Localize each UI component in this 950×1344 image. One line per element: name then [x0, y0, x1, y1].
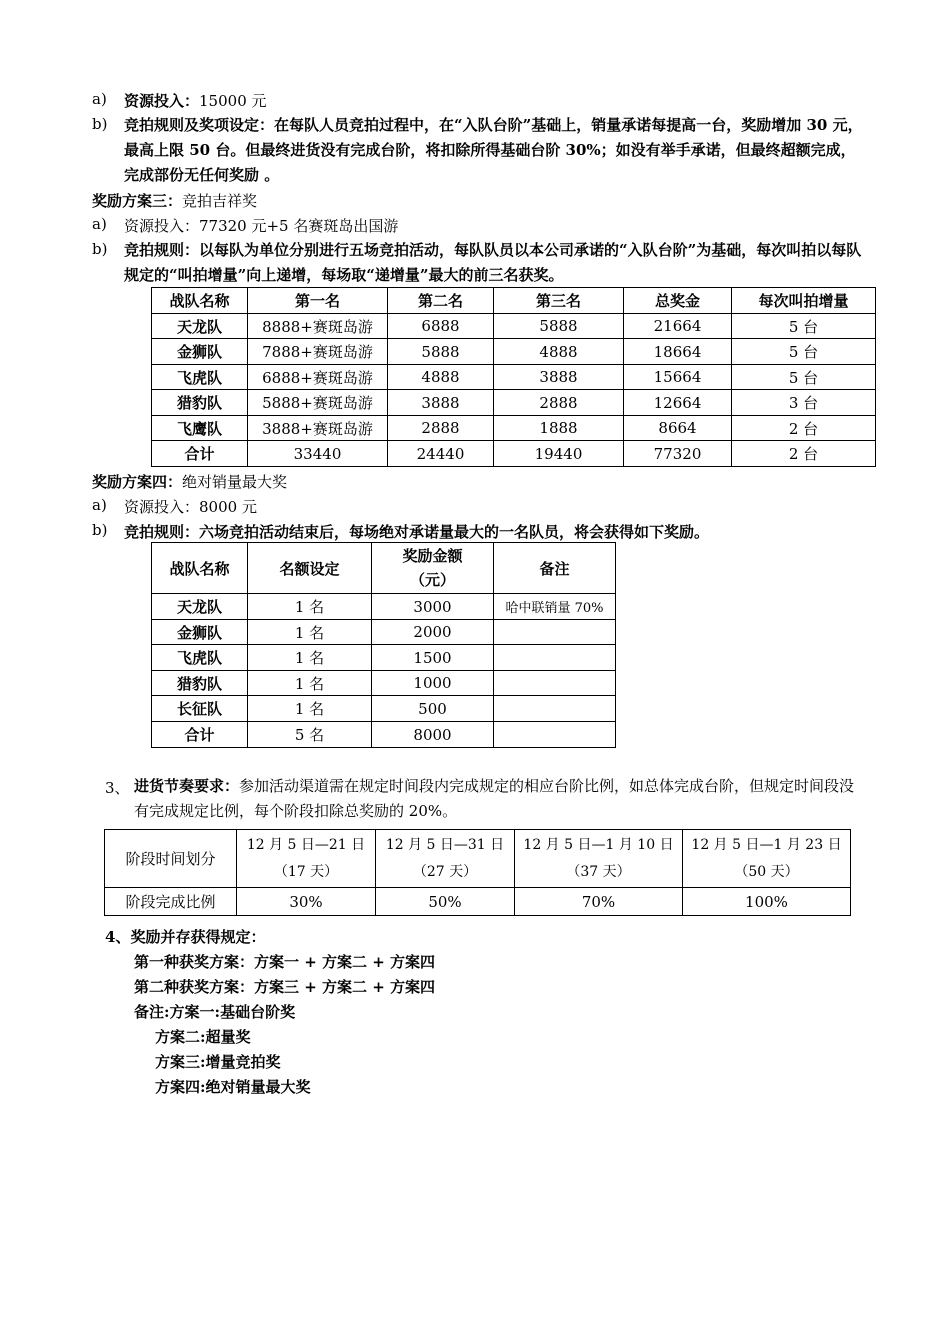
plan3-resource: 资源投入：77320 元+5 名赛斑岛出国游 [124, 217, 399, 235]
team-cell: 猎豹队 [152, 390, 248, 416]
table-cell: 5 台 [732, 365, 876, 390]
schedule-ratio-row [105, 888, 851, 916]
item3-paragraph [134, 774, 862, 824]
item4-heading [105, 926, 265, 947]
resource-line [124, 90, 267, 111]
note-cell [494, 722, 616, 748]
ratio-cell: 50% [376, 888, 515, 916]
plan4-marker-b: b) [92, 521, 108, 539]
resource-value: 15000 元 [199, 92, 267, 110]
item4-line: 方案四:绝对销量最大奖 [155, 1078, 311, 1096]
period-range: 12 月 5 日—1 月 10 日 [523, 836, 674, 853]
table-cell: 77320 [624, 441, 732, 467]
table-cell: 8000 [372, 722, 494, 748]
team-cell: 飞虎队 [152, 645, 248, 671]
note-cell [494, 671, 616, 696]
table-cell: 5 台 [732, 314, 876, 339]
team-cell: 长征队 [152, 696, 248, 722]
table-row [152, 696, 616, 722]
plan3-rules [124, 238, 864, 288]
table-cell: 6888+赛斑岛游 [248, 365, 388, 390]
plan3-heading-rest: 竞拍吉祥奖 [182, 192, 258, 210]
list-marker-b: b) [92, 115, 108, 133]
table-cell: 5888+赛斑岛游 [248, 390, 388, 416]
item3-number: 3、 [105, 779, 130, 797]
header-cell: 第一名 [248, 288, 388, 314]
ratio-cell: 30% [237, 888, 376, 916]
team-cell: 金狮队 [152, 339, 248, 365]
table-cell: 6888 [388, 314, 494, 339]
table-cell: 500 [372, 696, 494, 722]
table-cell: 3888 [494, 365, 624, 390]
table-cell: 1 名 [248, 696, 372, 722]
table-cell: 1500 [372, 645, 494, 671]
table-cell: 5 名 [248, 722, 372, 748]
table-cell: 2 台 [732, 416, 876, 441]
plan3-heading [92, 190, 257, 211]
note-cell [494, 696, 616, 722]
table-total-row [152, 441, 876, 467]
note-cell: 哈中联销量 70% [494, 594, 616, 620]
table-cell: 15664 [624, 365, 732, 390]
item3-text: 参加活动渠道需在规定时间段内完成规定的相应台阶比例，如总体完成台阶，但规定时间段没有完成规定比例，每个阶段扣除总奖励的 20%。 [134, 777, 855, 820]
period-cell [683, 830, 851, 888]
note-cell [494, 620, 616, 645]
period-range: 12 月 5 日—31 日 [385, 836, 505, 853]
plan3-table [151, 287, 876, 467]
list-marker-a: a) [92, 90, 107, 108]
plan4-resource: 资源投入：8000 元 [124, 498, 257, 516]
team-cell: 飞虎队 [152, 365, 248, 390]
table-cell: 1888 [494, 416, 624, 441]
table-row [152, 645, 616, 671]
period-days: （50 天） [734, 863, 799, 880]
period-range: 12 月 5 日—21 日 [246, 836, 366, 853]
table-cell: 21664 [624, 314, 732, 339]
plan3-rules-label: 竞拍规则： [124, 241, 200, 259]
table-cell: 2888 [494, 390, 624, 416]
table-cell: 7888+赛斑岛游 [248, 339, 388, 365]
plan4-heading-bold: 奖励方案四： [92, 473, 183, 491]
table-cell: 1 名 [248, 671, 372, 696]
table-cell: 1000 [372, 671, 494, 696]
table-total-row [152, 722, 616, 748]
table-cell: 5888 [494, 314, 624, 339]
rules-text: 在每队人员竞拍过程中，在“入队台阶”基础上，销量承诺每提高一台，奖励增加 30 元，最高上限 50 台。但最终进货没有完成台阶，将扣除所得基础台阶 30%；如没有举手承诺，但最终超额完成，完成部份无任何奖励 。 [124, 116, 863, 184]
period-days: （27 天） [412, 863, 478, 880]
table-cell: 5 台 [732, 339, 876, 365]
plan4-table [151, 542, 616, 748]
plan4-marker-a: a) [92, 496, 107, 514]
header-cell: 每次叫拍增量 [732, 288, 876, 314]
item4-line: 备注:方案一:基础台阶奖 [134, 1003, 296, 1021]
header-cell: 第三名 [494, 288, 624, 314]
plan3-rules-text: 以每队为单位分别进行五场竞拍活动，每队队员以本公司承诺的“入队台阶”为基础，每次叫拍以每队规定的“叫拍增量”向上递增，每场取“递增量”最大的前三名获奖。 [124, 241, 862, 284]
header-cell: 战队名称 [152, 543, 248, 594]
header-cell: 名额设定 [248, 543, 372, 594]
period-range: 12 月 5 日—1 月 23 日 [691, 836, 842, 853]
table-cell: 3 台 [732, 390, 876, 416]
table-row [152, 365, 876, 390]
table-cell: 1 名 [248, 594, 372, 620]
period-days: （17 天） [273, 863, 339, 880]
table-cell: 3888 [388, 390, 494, 416]
table-cell: 4888 [388, 365, 494, 390]
team-cell: 猎豹队 [152, 671, 248, 696]
table-cell: 8888+赛斑岛游 [248, 314, 388, 339]
plan4-rules [124, 521, 709, 542]
schedule-row-header: 阶段完成比例 [105, 888, 237, 916]
table-header-row [152, 543, 616, 594]
table-row [152, 620, 616, 645]
table-cell: 2000 [372, 620, 494, 645]
table-cell: 24440 [388, 441, 494, 467]
item4-line: 第二种获奖方案：方案三 + 方案二 + 方案四 [134, 978, 436, 996]
header-cell: 第二名 [388, 288, 494, 314]
table-cell: 4888 [494, 339, 624, 365]
total-label-cell: 合计 [152, 441, 248, 467]
table-cell: 18664 [624, 339, 732, 365]
schedule-row-header: 阶段时间划分 [105, 830, 237, 888]
header-amount-line2: （元） [409, 571, 455, 589]
header-amount-line1: 奖励金额 [402, 547, 463, 565]
team-cell: 天龙队 [152, 314, 248, 339]
table-cell: 19440 [494, 441, 624, 467]
table-cell: 1 名 [248, 645, 372, 671]
period-cell [237, 830, 376, 888]
table-cell: 2888 [388, 416, 494, 441]
plan3-marker-a: a) [92, 215, 107, 233]
table-row [152, 594, 616, 620]
table-cell: 2 台 [732, 441, 876, 467]
rules-paragraph [124, 113, 864, 188]
table-cell: 8664 [624, 416, 732, 441]
resource-label: 资源投入： [124, 92, 200, 110]
schedule-periods-row [105, 830, 851, 888]
item4-number: 4、 [105, 928, 131, 946]
header-cell-amount [372, 543, 494, 594]
header-cell: 战队名称 [152, 288, 248, 314]
ratio-cell: 100% [683, 888, 851, 916]
table-cell: 1 名 [248, 620, 372, 645]
table-cell: 3888+赛斑岛游 [248, 416, 388, 441]
table-cell: 3000 [372, 594, 494, 620]
table-header-row [152, 288, 876, 314]
team-cell: 金狮队 [152, 620, 248, 645]
header-cell: 备注 [494, 543, 616, 594]
item4-line: 第一种获奖方案：方案一 + 方案二 + 方案四 [134, 953, 436, 971]
table-row [152, 416, 876, 441]
table-cell: 12664 [624, 390, 732, 416]
item4-line: 方案三:增量竞拍奖 [155, 1053, 281, 1071]
total-label-cell: 合计 [152, 722, 248, 748]
plan3-marker-b: b) [92, 240, 108, 258]
note-cell [494, 645, 616, 671]
ratio-cell: 70% [515, 888, 683, 916]
table-row [152, 339, 876, 365]
table-cell: 33440 [248, 441, 388, 467]
schedule-table [104, 829, 851, 916]
plan4-rules-label: 竞拍规则： [124, 523, 200, 541]
plan4-heading-rest: 绝对销量最大奖 [182, 473, 288, 491]
plan4-rules-text: 六场竞拍活动结束后，每场绝对承诺量最大的一名队员，将会获得如下奖励。 [199, 523, 710, 541]
plan4-heading [92, 471, 287, 492]
item4-line: 方案二:超量奖 [155, 1028, 251, 1046]
item4-label: 奖励并存获得规定： [130, 928, 266, 946]
table-cell: 5888 [388, 339, 494, 365]
team-cell: 飞鹰队 [152, 416, 248, 441]
table-row [152, 671, 616, 696]
item3-label: 进货节奏要求： [134, 777, 240, 795]
table-row [152, 314, 876, 339]
period-cell [376, 830, 515, 888]
team-cell: 天龙队 [152, 594, 248, 620]
table-row [152, 390, 876, 416]
period-days: （37 天） [566, 863, 631, 880]
rules-label: 竞拍规则及奖项设定： [124, 116, 275, 134]
period-cell [515, 830, 683, 888]
plan3-heading-bold: 奖励方案三： [92, 192, 183, 210]
header-cell: 总奖金 [624, 288, 732, 314]
